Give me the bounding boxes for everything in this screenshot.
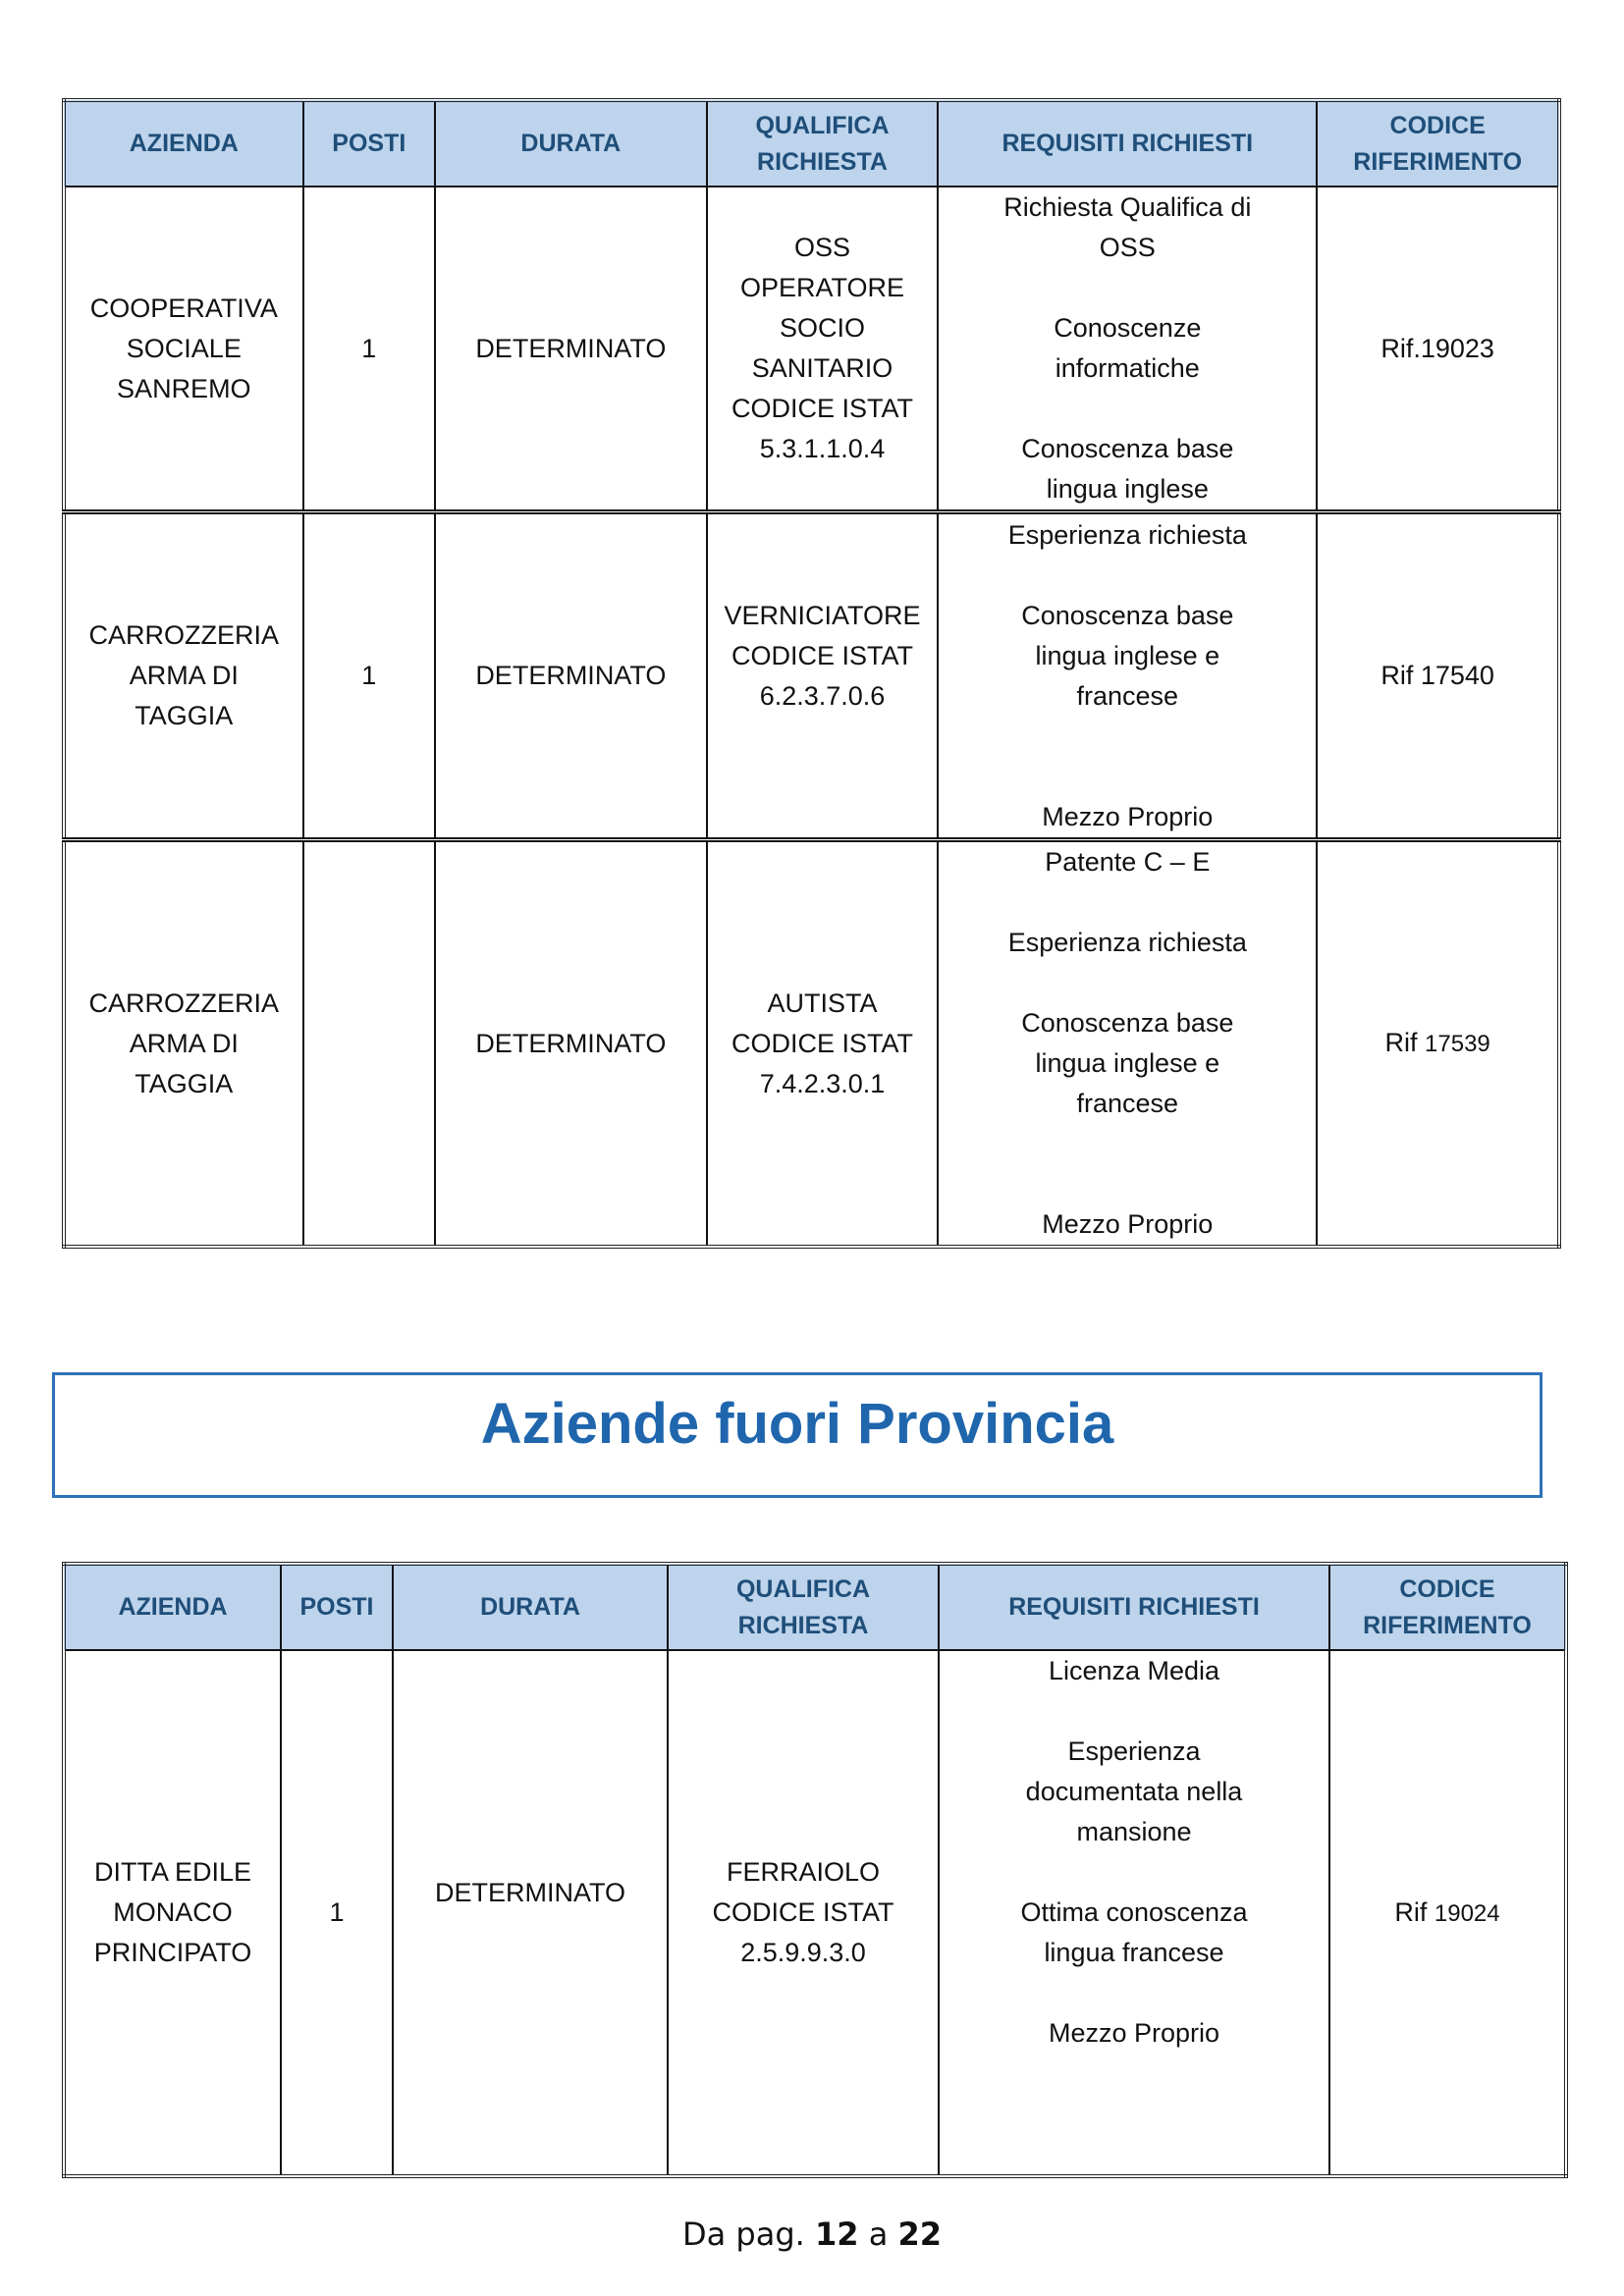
cell-requisiti (938, 512, 1317, 840)
requisiti-spacer (945, 1124, 1310, 1164)
cell-requisiti (938, 187, 1317, 512)
table-header-row (64, 1564, 1566, 1650)
header-qualifica-line: QUALIFICA (735, 1575, 871, 1603)
qualifica-line: CODICE ISTAT (731, 394, 913, 423)
cell-azienda (64, 1650, 281, 2176)
cell-posti: 1 (303, 512, 435, 840)
requisiti-line: Conoscenza base (1021, 434, 1234, 463)
requisiti-spacer (945, 963, 1310, 1003)
cell-codice (1317, 840, 1559, 1248)
azienda-line: COOPERATIVA (89, 293, 278, 323)
requisiti-line: Mezzo Proprio (1048, 2018, 1220, 2048)
durata-spacer (400, 1913, 661, 1953)
header-durata: DURATA (393, 1564, 668, 1650)
requisiti-line: lingua inglese (1046, 474, 1209, 504)
requisiti-line: Esperienza (1067, 1736, 1201, 1766)
header-qualifica-line: RICHIESTA (757, 147, 888, 176)
azienda-line: SOCIALE (126, 333, 242, 363)
header-codice (1329, 1564, 1566, 1650)
qualifica-line: FERRAIOLO (726, 1857, 881, 1887)
header-codice-line: RIFERIMENTO (1353, 147, 1523, 176)
header-requisiti: REQUISITI RICHIESTI (939, 1564, 1329, 1650)
qualifica-line: 7.4.2.3.0.1 (759, 1068, 886, 1098)
qualifica-line: CODICE ISTAT (731, 1028, 913, 1058)
requisiti-line: Conoscenza base (1021, 1008, 1234, 1038)
qualifica-line: OPERATORE (739, 273, 905, 302)
cell-durata: DETERMINATO (435, 840, 707, 1248)
header-posti: POSTI (303, 100, 435, 187)
section-banner (52, 1372, 1543, 1498)
codice-prefix: Rif (1394, 1896, 1428, 1927)
total-pages-number: 22 (897, 2216, 942, 2253)
codice-prefix: Rif (1384, 1028, 1418, 1057)
table-header-row (64, 100, 1559, 187)
azienda-line: TAGGIA (135, 1068, 234, 1098)
header-codice-line: RIFERIMENTO (1363, 1611, 1532, 1639)
table-row (64, 840, 1559, 1248)
requisiti-spacer (945, 389, 1310, 429)
qualifica-line: OSS (793, 233, 850, 262)
header-codice (1317, 100, 1559, 187)
requisiti-line: Ottima conoscenza (1020, 1897, 1248, 1927)
cell-posti (303, 840, 435, 1248)
azienda-line: PRINCIPATO (93, 1938, 252, 1967)
requisiti-line: Mezzo Proprio (1042, 1209, 1214, 1239)
header-codice-line: CODICE (1399, 1575, 1495, 1603)
codice-number: 19024 (1434, 1899, 1500, 1927)
header-codice-line: CODICE (1389, 111, 1486, 139)
requisiti-line: Richiesta Qualifica di (1003, 192, 1252, 222)
header-qualifica-line: RICHIESTA (737, 1611, 869, 1639)
requisiti-line: Esperienza richiesta (1007, 519, 1247, 550)
azienda-line: SANREMO (117, 373, 251, 403)
cell-durata: DETERMINATO (435, 512, 707, 840)
requisiti-line: Licenza Media (1048, 1656, 1220, 1685)
page-footer (0, 2216, 1624, 2253)
cell-qualifica (707, 187, 939, 512)
header-azienda: AZIENDA (64, 100, 303, 187)
requisiti-line: Patente C – E (1045, 847, 1211, 877)
table-row (64, 1650, 1566, 2176)
requisiti-line: Esperienza richiesta (1007, 928, 1247, 957)
requisiti-spacer (945, 882, 1310, 923)
azienda-line: TAGGIA (135, 701, 234, 730)
header-qualifica (668, 1564, 939, 1650)
requisiti-line: francese (1076, 680, 1179, 711)
local-jobs-table (62, 98, 1561, 1249)
table-row (64, 512, 1559, 840)
azienda-line: CARROZZERIA (88, 988, 280, 1018)
header-durata: DURATA (435, 100, 707, 187)
cell-codice: Rif 17540 (1317, 512, 1559, 840)
qualifica-line: SOCIO (779, 313, 865, 343)
requisiti-line: mansione (1076, 1817, 1192, 1846)
requisiti-spacer (945, 268, 1310, 308)
cell-codice: Rif.19023 (1317, 187, 1559, 512)
section-title: Aziende fuori Provincia (480, 1392, 1114, 1456)
qualifica-line: AUTISTA (767, 988, 878, 1018)
requisiti-line: documentata nella (1025, 1777, 1243, 1806)
requisiti-spacer (945, 556, 1310, 596)
codice-number: 17539 (1425, 1031, 1490, 1057)
cell-posti: 1 (303, 187, 435, 512)
requisiti-line: lingua inglese e (1035, 1048, 1220, 1078)
header-requisiti: REQUISITI RICHIESTI (938, 100, 1317, 187)
azienda-line: ARMA DI (129, 661, 239, 690)
header-azienda: AZIENDA (64, 1564, 281, 1650)
requisiti-spacer (946, 1691, 1323, 1732)
requisiti-spacer (945, 1164, 1310, 1204)
cell-azienda (64, 187, 303, 512)
table-row (64, 187, 1559, 512)
azienda-line: CARROZZERIA (88, 620, 280, 650)
footer-prefix: Da pag. (681, 2216, 805, 2253)
header-qualifica-line: QUALIFICA (755, 111, 890, 139)
cell-requisiti (938, 840, 1317, 1248)
cell-azienda (64, 512, 303, 840)
header-qualifica (707, 100, 939, 187)
qualifica-line: 2.5.9.9.3.0 (740, 1938, 866, 1967)
qualifica-line: CODICE ISTAT (712, 1897, 894, 1927)
qualifica-line: SANITARIO (751, 353, 893, 383)
cell-qualifica (707, 512, 939, 840)
requisiti-spacer (945, 717, 1310, 757)
requisiti-spacer (946, 1852, 1323, 1893)
cell-codice (1329, 1650, 1566, 2176)
requisiti-line: Conoscenze (1054, 313, 1202, 343)
requisiti-line: Conoscenza base (1021, 600, 1234, 630)
requisiti-line: informatiche (1055, 353, 1200, 383)
requisiti-line: lingua francese (1044, 1938, 1224, 1967)
cell-posti: 1 (281, 1650, 393, 2176)
qualifica-line: CODICE ISTAT (731, 640, 913, 670)
header-posti: POSTI (281, 1564, 393, 1650)
cell-durata: DETERMINATO (435, 187, 707, 512)
requisiti-spacer (945, 757, 1310, 797)
requisiti-line: OSS (1099, 233, 1156, 262)
cell-qualifica (668, 1650, 939, 2176)
current-page-number: 12 (814, 2216, 859, 2253)
qualifica-spacer (714, 717, 932, 757)
azienda-line: DITTA EDILE (93, 1857, 252, 1887)
qualifica-line: 5.3.1.1.0.4 (759, 434, 886, 463)
requisiti-spacer (946, 1973, 1323, 2013)
requisiti-line: Mezzo Proprio (1042, 801, 1214, 831)
requisiti-line: lingua inglese e (1035, 640, 1220, 670)
outside-province-jobs-table (62, 1562, 1568, 2178)
footer-separator: a (868, 2216, 889, 2253)
durata-line: DETERMINATO (434, 1877, 625, 1907)
requisiti-line: francese (1076, 1089, 1179, 1118)
cell-requisiti (939, 1650, 1329, 2176)
cell-durata (393, 1650, 668, 2176)
azienda-line: ARMA DI (129, 1028, 239, 1058)
azienda-line: MONACO (113, 1897, 233, 1927)
qualifica-line: VERNICIATORE (724, 600, 921, 630)
cell-azienda (64, 840, 303, 1248)
qualifica-line: 6.2.3.7.0.6 (759, 680, 886, 711)
cell-qualifica (707, 840, 939, 1248)
